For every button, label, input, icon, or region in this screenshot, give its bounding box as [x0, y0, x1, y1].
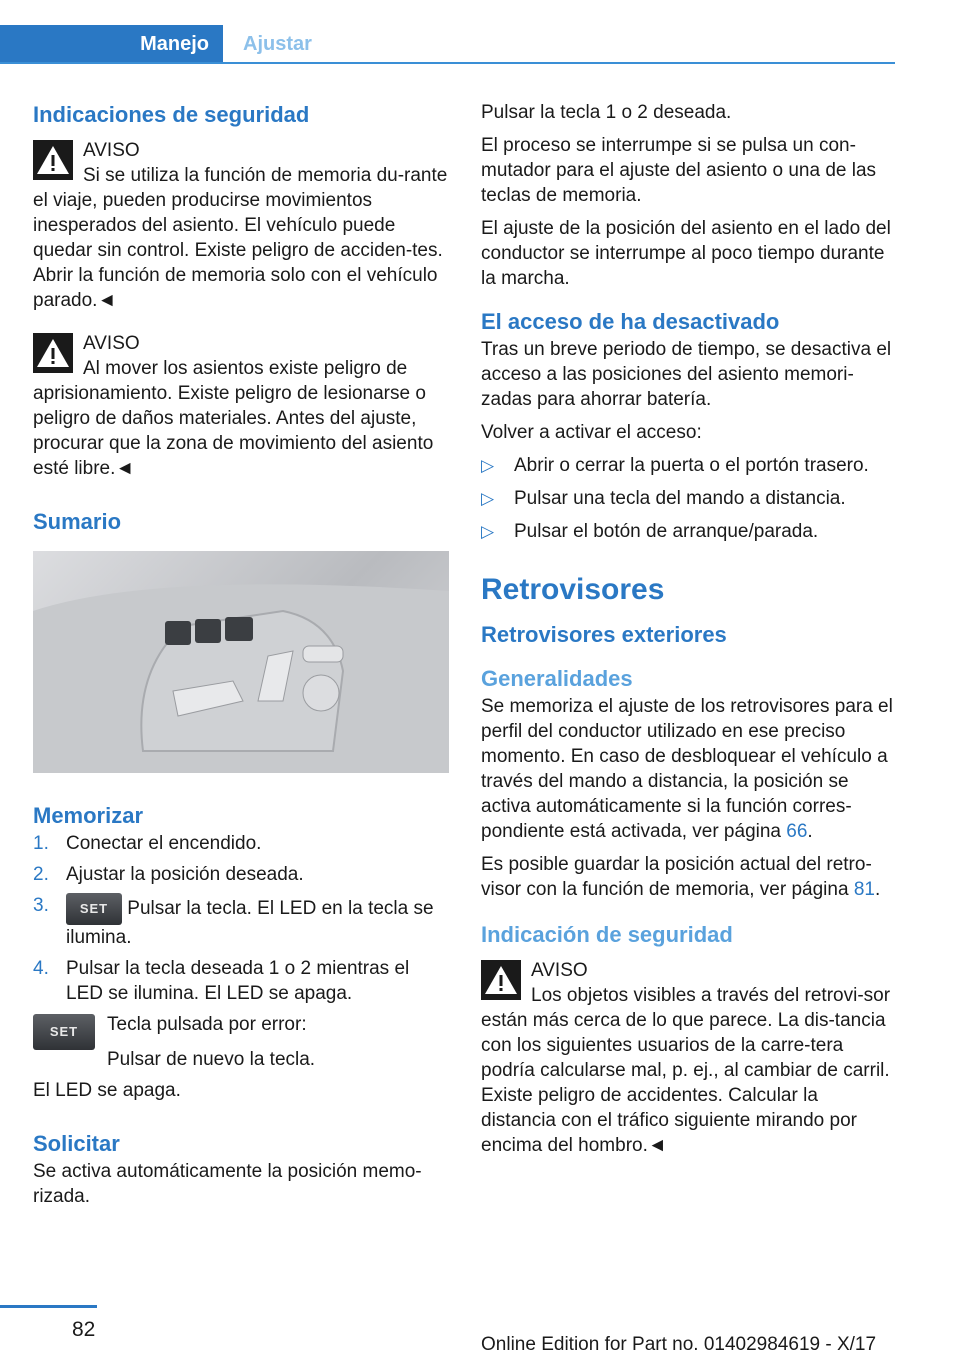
step-number: 4. — [33, 958, 49, 979]
page-link-81[interactable]: 81 — [853, 879, 875, 900]
reactivate-list — [481, 453, 895, 544]
list-item — [33, 956, 449, 1006]
request-heading: Solicitar — [33, 1131, 120, 1156]
step-number: 1. — [33, 833, 49, 854]
set-button-icon: SET — [33, 1014, 95, 1050]
warning-box — [33, 138, 449, 313]
step-text: Pulsar la tecla. El LED en la tecla se ilumina. — [66, 898, 434, 948]
list-item — [33, 831, 449, 856]
intro-text-3: El ajuste de la posición del asiento en el lado del conductor se interrumpe al poco tiempo durante la marcha. — [481, 218, 891, 289]
intro-text-2: El proceso se interrumpe si se pulsa un con-mutador para el ajuste del asiento o una de las teclas de memoria. — [481, 135, 877, 206]
bullet-text: Pulsar el botón de arranque/parada. — [514, 521, 819, 542]
triangle-bullet-icon: ▷ — [481, 489, 495, 508]
seat-memory-buttons-photo — [33, 551, 449, 773]
bullet-text: Pulsar una tecla del mando a distancia. — [514, 488, 846, 509]
step-text: Ajustar la posición deseada. — [66, 864, 304, 885]
memorize-steps — [33, 831, 449, 1006]
safety-heading: Indicaciones de seguridad — [33, 102, 310, 127]
error-text: Pulsar de nuevo la tecla. — [107, 1049, 316, 1070]
save-text: Es posible guardar la posición actual del retro-visor con la función de memoria, ver página 81. — [481, 854, 881, 900]
safety-note-heading: Indicación de seguridad — [481, 922, 733, 947]
intro-text-1: Pulsar la tecla 1 o 2 deseada. — [481, 102, 732, 123]
list-item — [33, 893, 449, 950]
header-bar — [0, 25, 895, 64]
save-text-body: Es posible guardar la posición actual del retro-visor con la función de memoria, ver página — [481, 854, 872, 900]
error-note — [33, 1012, 449, 1072]
general-text: Se memoriza el ajuste de los retrovisores para el perfil del conductor utilizado en ese preciso momento. En caso de desbloquear el vehículo a través del mando a distancia, la posición se activa automáticamente si la función corres-pondiente está activada, ver página 66. — [481, 696, 893, 842]
mirrors-heading: Retrovisores — [481, 573, 665, 606]
request-text: Se activa automáticamente la posición memo-rizada. — [33, 1161, 422, 1207]
memorize-heading: Memorizar — [33, 803, 144, 828]
warning-title: AVISO — [83, 333, 140, 354]
warning-triangle-icon — [481, 960, 521, 1000]
ext-mirrors-heading: Retrovisores exteriores — [481, 622, 727, 647]
tab-ajustar[interactable]: Ajustar — [243, 33, 312, 55]
reactivate-text: Volver a activar el acceso: — [481, 422, 702, 443]
edition-note: Online Edition for Part no. 01402984619 - X/17 — [481, 1334, 877, 1355]
warning-triangle-icon — [33, 333, 73, 373]
warning-text: Los objetos visibles a través del retrovi-sor están más cerca de lo que parece. La dis-tancia con los siguientes usuarios de la carre-tera podría calcularse mal, p. ej., al cambiar de carril. Existe peligro de accidentes. Calcular la distancia con el tráfico siguiente mirando por encima del hombro.◄ — [481, 985, 891, 1156]
step-number: 2. — [33, 864, 49, 885]
footer-rule — [0, 1305, 97, 1308]
tab-manejo[interactable] — [0, 25, 223, 62]
tab-manejo-label: Manejo — [140, 33, 209, 55]
page-number: 82 — [72, 1318, 96, 1341]
warning-title: AVISO — [83, 140, 140, 161]
seat-control-illustration — [33, 551, 449, 773]
list-item — [481, 453, 895, 478]
list-item — [33, 862, 449, 887]
warning-text: Si se utiliza la función de memoria du-rante el viaje, pueden producirse movimientos inesperados del asiento. El vehículo puede quedar sin control. Existe peligro de acciden-tes. Abrir la función de memoria solo con el vehículo parado.◄ — [33, 165, 448, 311]
triangle-bullet-icon: ▷ — [481, 522, 495, 541]
general-text-body: Se memoriza el ajuste de los retrovisores para el perfil del conductor utilizado en ese preciso momento. En caso de desbloquear el vehículo a través del mando a distancia, la posición se activa automáticamente si la función corres-pondiente está activada, ver página — [481, 696, 893, 842]
triangle-bullet-icon: ▷ — [481, 456, 495, 475]
right-column — [481, 100, 895, 1158]
left-column — [33, 100, 449, 1209]
access-heading: El acceso de ha desactivado — [481, 309, 780, 334]
step-text: Pulsar la tecla deseada 1 o 2 mientras el LED se ilumina. El LED se apaga. — [66, 958, 410, 1004]
warning-text: Al mover los asientos existe peligro de aprisionamiento. Existe peligro de lesionarse o peligro de daños materiales. Antes del ajuste, procurar que la zona de movimiento del asiento esté libre.◄ — [33, 358, 434, 479]
warning-box — [33, 331, 449, 481]
set-button-icon: SET — [66, 893, 122, 925]
error-title: Tecla pulsada por error: — [107, 1014, 307, 1035]
step-text: Conectar el encendido. — [66, 833, 262, 854]
summary-heading: Sumario — [33, 509, 122, 534]
step-number: 3. — [33, 895, 49, 916]
page-link-66[interactable]: 66 — [786, 821, 808, 842]
led-off-text: El LED se apaga. — [33, 1080, 181, 1101]
access-text: Tras un breve periodo de tiempo, se desactiva el acceso a las posiciones del asiento memori-zadas para ahorrar batería. — [481, 339, 892, 410]
warning-title: AVISO — [531, 960, 588, 981]
list-item — [481, 486, 895, 511]
general-heading: Generalidades — [481, 666, 633, 691]
warning-triangle-icon — [33, 140, 73, 180]
bullet-text: Abrir o cerrar la puerta o el portón trasero. — [514, 455, 869, 476]
warning-box — [481, 958, 895, 1158]
list-item — [481, 519, 895, 544]
